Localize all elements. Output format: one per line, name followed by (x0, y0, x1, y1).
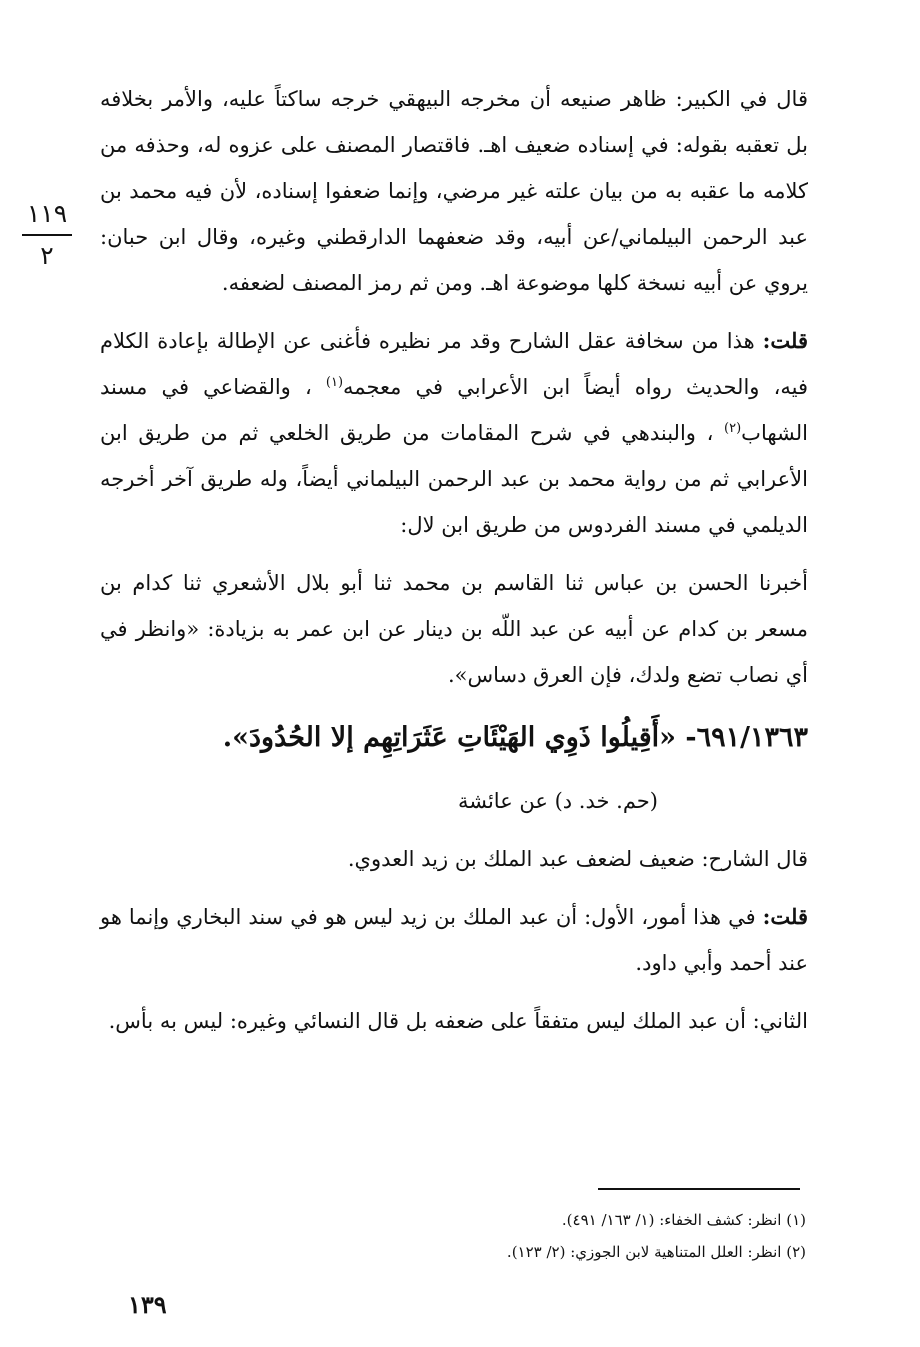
reply-text-a: هذا من سخافة عقل الشارح وقد مر نظيره فأغنى عن الإطالة بإعادة الكلام فيه، والحديث رواه أيضاً ابن الأعرابي في معجمه (100, 329, 808, 399)
page-number: ١٣٩ (128, 1290, 167, 1319)
reply-text-2: في هذا أمور، الأول: أن عبد الملك بن زيد ليس هو في سند البخاري وإنما هو عند أحمد وأبي داود. (100, 905, 808, 975)
paragraph-isnad: أخبرنا الحسن بن عباس ثنا القاسم بن محمد ثنا أبو بلال الأشعري ثنا كدام بن مسعر بن كدام عن أبيه عن عبد اللّه بن دينار عن ابن عمر به بزيادة: «وانظر في أي نصاب تضع ولدك، فإن العرق دساس». (100, 571, 808, 687)
reply-text-b: ، والقضاعي في مسند الشهاب (100, 375, 808, 445)
margin-reference-top: ١١٩ (26, 199, 68, 228)
reply-text-c: ، والبندهي في شرح المقامات من طريق الخلعي ثم من طريق ابن الأعرابي ثم من رواية محمد بن عبد الرحمن البيلماني أيضاً، وله طريق آخر أخرجه الديلمي في مسند الفردوس من طريق ابن لال: (100, 421, 808, 537)
paragraph-reply (100, 318, 808, 548)
footnotes (300, 1204, 806, 1268)
paragraph-commentator: قال الشارح: ضعيف لضعف عبد الملك بن زيد العدوي. (347, 847, 808, 871)
main-text (100, 76, 808, 1056)
footnote-2: (٢) انظر: العلل المتناهية لابن الجوزي: (٢/ ١٢٣). (506, 1243, 806, 1261)
hadith-heading: ٦٩١/١٣٦٣- «أَقِيلُوا ذَوِي الهَيْئَاتِ عَثَرَاتِهِم إلا الحُدُودَ». (222, 722, 808, 753)
paragraph-commentary: قال في الكبير: ظاهر صنيعه أن مخرجه البيهقي خرجه ساكتاً عليه، والأمر بخلافه بل تعقبه بقوله: في إسناده ضعيف اهـ. فاقتصار المصنف على عزوه له، وحذفه من كلامه ما عقبه به من بيان علته غير مرضي، وإنما ضعفوا إسناده، لأن فيه محمد بن عبد الرحمن البيلماني/عن أبيه، وقد ضعفهما الدارقطني وغيره، وقال ابن حبان: يروي عن أبيه نسخة كلها موضوعة اهـ. ومن ثم رمز المصنف لضعفه. (100, 87, 809, 295)
paragraph-second-point: الثاني: أن عبد الملك ليس متفقاً على ضعفه بل قال النسائي وغيره: ليس به بأس. (108, 1009, 808, 1033)
margin-reference (18, 196, 76, 274)
footnote-1: (١) انظر: كشف الخفاء: (١/ ١٦٣/ ٤٩١). (561, 1211, 806, 1229)
reply-label-2: قلت: (762, 904, 808, 929)
footnote-ref-2[interactable]: (٢) (724, 421, 742, 436)
paragraph-reply-2 (100, 894, 808, 986)
hadith-source: (حم. خد. د) عن عائشة (457, 789, 658, 813)
reply-label: قلت: (762, 328, 808, 353)
footnote-separator (598, 1188, 800, 1190)
footnote-ref-1[interactable]: (١) (325, 375, 344, 390)
margin-reference-rule (22, 234, 72, 236)
margin-reference-bottom: ٢ (40, 241, 54, 270)
